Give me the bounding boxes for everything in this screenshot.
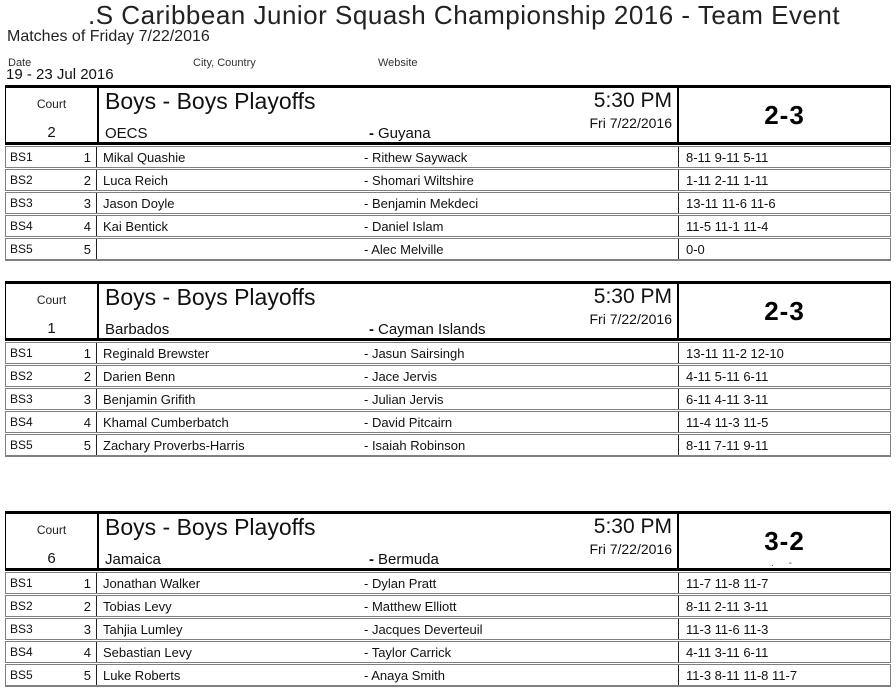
court-number: 1 bbox=[47, 320, 56, 337]
row-player1: Khamal Cumberbatch bbox=[103, 414, 229, 430]
teams-row bbox=[105, 550, 672, 568]
row-game-number: 4 bbox=[83, 644, 91, 660]
team1-name: OECS bbox=[105, 125, 148, 142]
row-player2: - Jacques Deverteuil bbox=[364, 621, 483, 637]
match-header bbox=[5, 511, 891, 571]
match-table bbox=[5, 85, 891, 261]
teams-row bbox=[105, 320, 672, 338]
row-player2: - Jasun Sairsingh bbox=[364, 345, 465, 361]
team1-name: Jamaica bbox=[105, 551, 161, 568]
row-score: 8-11 2-11 3-11 bbox=[678, 596, 890, 616]
row-game-number: 2 bbox=[83, 368, 91, 384]
row-players-cell bbox=[97, 216, 678, 236]
row-court-cell bbox=[6, 389, 97, 409]
row-player2: - Anaya Smith bbox=[364, 667, 445, 683]
page-subtitle: Matches of Friday 7/22/2016 bbox=[7, 28, 210, 45]
row-court-cell bbox=[6, 665, 97, 685]
row-code: BS4 bbox=[10, 645, 33, 659]
row-score: 0-0 bbox=[678, 239, 890, 259]
table-row bbox=[5, 664, 891, 687]
row-players-cell bbox=[97, 596, 678, 616]
row-score: 13-11 11-6 11-6 bbox=[678, 193, 890, 213]
team2-name: Bermuda bbox=[378, 551, 439, 568]
row-code: BS1 bbox=[10, 150, 33, 164]
match-rows bbox=[5, 146, 891, 261]
row-player1: Zachary Proverbs-Harris bbox=[103, 437, 245, 453]
match-date: Fri 7/22/2016 bbox=[589, 311, 672, 327]
row-code: BS3 bbox=[10, 196, 33, 210]
row-players-cell bbox=[97, 239, 678, 259]
row-court-cell bbox=[6, 147, 97, 167]
teams-row bbox=[105, 124, 672, 142]
table-row bbox=[5, 215, 891, 237]
row-players-cell bbox=[97, 412, 678, 432]
row-player1: Darien Benn bbox=[103, 368, 176, 384]
table-row bbox=[5, 411, 891, 433]
team2-name: Cayman Islands bbox=[378, 321, 486, 338]
row-code: BS3 bbox=[10, 392, 33, 406]
meta-website-label: Website bbox=[378, 57, 418, 69]
table-row bbox=[5, 192, 891, 214]
row-player1: Sebastian Levy bbox=[103, 644, 192, 660]
row-player1: Jonathan Walker bbox=[103, 575, 201, 591]
row-game-number: 3 bbox=[83, 621, 91, 637]
row-game-number: 2 bbox=[83, 598, 91, 614]
row-player2: - Rithew Saywack bbox=[364, 149, 468, 165]
match-info-cell bbox=[99, 284, 677, 338]
row-court-cell bbox=[6, 642, 97, 662]
table-row bbox=[5, 618, 891, 640]
row-court-cell bbox=[6, 239, 97, 259]
team2-name: Guyana bbox=[378, 125, 431, 142]
row-score: 13-11 11-2 12-10 bbox=[678, 343, 890, 363]
meta-date-value: 19 - 23 Jul 2016 bbox=[6, 66, 114, 83]
row-players-cell bbox=[97, 573, 678, 593]
match-info-cell bbox=[99, 514, 677, 568]
match-header bbox=[5, 281, 891, 341]
match-info-cell bbox=[99, 88, 677, 142]
row-score: 11-4 11-3 11-5 bbox=[678, 412, 890, 432]
row-players-cell bbox=[97, 366, 678, 386]
row-score: 8-11 9-11 5-11 bbox=[678, 147, 890, 167]
row-game-number: 4 bbox=[83, 414, 91, 430]
vs-dash: - bbox=[369, 125, 374, 142]
row-player1: Jason Doyle bbox=[103, 195, 175, 211]
row-code: BS5 bbox=[10, 242, 33, 256]
match-table bbox=[5, 281, 891, 457]
row-player2: - Daniel Islam bbox=[364, 218, 444, 234]
table-row bbox=[5, 238, 891, 261]
court-cell bbox=[6, 88, 99, 142]
vs-dash: - bbox=[369, 551, 374, 568]
court-label: Court bbox=[36, 523, 67, 537]
row-code: BS4 bbox=[10, 415, 33, 429]
match-score: 3-2 bbox=[764, 525, 805, 556]
match-time: 5:30 PM bbox=[593, 285, 672, 308]
row-court-cell bbox=[6, 193, 97, 213]
row-court-cell bbox=[6, 435, 97, 455]
row-player1: Kai Bentick bbox=[103, 218, 169, 234]
team2-wrap bbox=[369, 321, 486, 338]
row-code: BS2 bbox=[10, 369, 33, 383]
match-date: Fri 7/22/2016 bbox=[589, 541, 672, 557]
match-score: 2-3 bbox=[764, 99, 805, 130]
row-player2: - Isaiah Robinson bbox=[364, 437, 466, 453]
row-score: 11-7 11-8 11-7 bbox=[678, 573, 890, 593]
row-code: BS2 bbox=[10, 599, 33, 613]
match-rows bbox=[5, 342, 891, 457]
court-number: 2 bbox=[47, 124, 56, 141]
row-code: BS5 bbox=[10, 438, 33, 452]
row-players-cell bbox=[97, 170, 678, 190]
row-game-number: 5 bbox=[83, 241, 91, 257]
row-code: BS4 bbox=[10, 219, 33, 233]
table-row bbox=[5, 595, 891, 617]
row-player2: - Jace Jervis bbox=[364, 368, 437, 384]
score-artifact: . - bbox=[771, 560, 798, 568]
row-player1: Tobias Levy bbox=[103, 598, 172, 614]
row-players-cell bbox=[97, 147, 678, 167]
row-code: BS3 bbox=[10, 622, 33, 636]
match-time: 5:30 PM bbox=[593, 89, 672, 112]
table-row bbox=[5, 169, 891, 191]
event-title: Boys - Boys Playoffs bbox=[105, 284, 316, 310]
row-score: 1-11 2-11 1-11 bbox=[678, 170, 890, 190]
row-players-cell bbox=[97, 343, 678, 363]
row-court-cell bbox=[6, 366, 97, 386]
row-player1: Luca Reich bbox=[103, 172, 169, 188]
team2-wrap bbox=[369, 551, 439, 568]
row-code: BS5 bbox=[10, 668, 33, 682]
row-game-number: 1 bbox=[83, 575, 91, 591]
row-players-cell bbox=[97, 619, 678, 639]
row-court-cell bbox=[6, 573, 97, 593]
match-time: 5:30 PM bbox=[593, 515, 672, 538]
row-game-number: 5 bbox=[83, 437, 91, 453]
match-header bbox=[5, 85, 891, 145]
row-player1: Tahjia Lumley bbox=[103, 621, 183, 637]
row-player1: Reginald Brewster bbox=[103, 345, 210, 361]
row-score: 8-11 7-11 9-11 bbox=[678, 435, 890, 455]
row-player2: - Taylor Carrick bbox=[364, 644, 452, 660]
row-court-cell bbox=[6, 343, 97, 363]
table-row bbox=[5, 572, 891, 594]
row-score: 11-3 11-6 11-3 bbox=[678, 619, 890, 639]
vs-dash: - bbox=[369, 321, 374, 338]
row-court-cell bbox=[6, 596, 97, 616]
page-title: .S Caribbean Junior Squash Championship 2016 - Team Event bbox=[88, 0, 841, 30]
row-court-cell bbox=[6, 170, 97, 190]
match-score: 2-3 bbox=[764, 295, 805, 326]
row-player2: - Alec Melville bbox=[364, 241, 444, 257]
score-cell bbox=[677, 284, 890, 338]
court-label: Court bbox=[36, 293, 67, 307]
row-players-cell bbox=[97, 435, 678, 455]
match-rows bbox=[5, 572, 891, 687]
row-players-cell bbox=[97, 665, 678, 685]
court-label: Court bbox=[36, 97, 67, 111]
court-cell bbox=[6, 284, 99, 338]
table-row bbox=[5, 365, 891, 387]
row-game-number: 1 bbox=[83, 345, 91, 361]
row-player2: - Julian Jervis bbox=[364, 391, 444, 407]
row-score: 4-11 3-11 6-11 bbox=[678, 642, 890, 662]
team1-name: Barbados bbox=[105, 321, 170, 338]
row-game-number: 3 bbox=[83, 195, 91, 211]
row-score: 11-5 11-1 11-4 bbox=[678, 216, 890, 236]
court-cell bbox=[6, 514, 99, 568]
row-game-number: 3 bbox=[83, 391, 91, 407]
event-title: Boys - Boys Playoffs bbox=[105, 514, 316, 540]
meta-city-label: City, Country bbox=[193, 57, 256, 69]
row-player2: - Shomari Wiltshire bbox=[364, 172, 474, 188]
row-player2: - Matthew Elliott bbox=[364, 598, 457, 614]
row-player2: - David Pitcairn bbox=[364, 414, 453, 430]
event-title: Boys - Boys Playoffs bbox=[105, 88, 316, 114]
row-court-cell bbox=[6, 216, 97, 236]
row-players-cell bbox=[97, 642, 678, 662]
row-player2: - Dylan Pratt bbox=[364, 575, 437, 591]
row-court-cell bbox=[6, 412, 97, 432]
row-code: BS1 bbox=[10, 346, 33, 360]
score-cell bbox=[677, 88, 890, 142]
row-court-cell bbox=[6, 619, 97, 639]
meta-date-label: Date bbox=[8, 57, 32, 69]
row-score: 6-11 4-11 3-11 bbox=[678, 389, 890, 409]
table-row bbox=[5, 641, 891, 663]
row-code: BS2 bbox=[10, 173, 33, 187]
row-game-number: 4 bbox=[83, 218, 91, 234]
table-row bbox=[5, 434, 891, 457]
row-player1: Luke Roberts bbox=[103, 667, 181, 683]
court-number: 6 bbox=[47, 550, 56, 567]
row-score: 11-3 8-11 11-8 11-7 bbox=[678, 665, 890, 685]
table-row bbox=[5, 388, 891, 410]
team2-wrap bbox=[369, 125, 431, 142]
row-game-number: 5 bbox=[83, 667, 91, 683]
row-score: 4-11 5-11 6-11 bbox=[678, 366, 890, 386]
row-code: BS1 bbox=[10, 576, 33, 590]
table-row bbox=[5, 146, 891, 168]
row-players-cell bbox=[97, 193, 678, 213]
table-row bbox=[5, 342, 891, 364]
row-player1: Mikal Quashie bbox=[103, 149, 186, 165]
score-cell bbox=[677, 514, 890, 568]
row-players-cell bbox=[97, 389, 678, 409]
match-date: Fri 7/22/2016 bbox=[589, 115, 672, 131]
row-player2: - Benjamin Mekdeci bbox=[364, 195, 479, 211]
match-table bbox=[5, 511, 891, 687]
row-game-number: 1 bbox=[83, 149, 91, 165]
row-game-number: 2 bbox=[83, 172, 91, 188]
row-player1: Benjamin Grifith bbox=[103, 391, 196, 407]
